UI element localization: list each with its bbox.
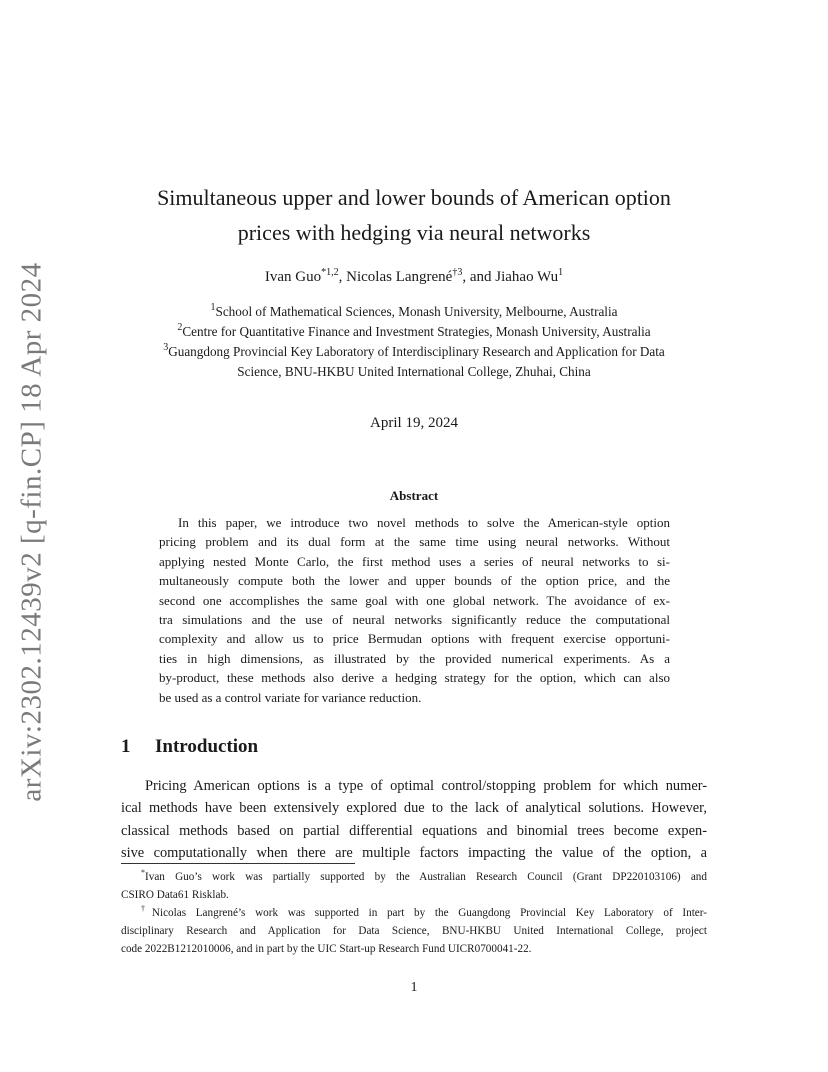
body-line: Pricing American options is a type of optimal control/stopping problem for which numer-: [145, 778, 707, 794]
affiliation-line: [90, 302, 738, 322]
section-number: 1: [121, 736, 131, 757]
affiliation-mark: 3: [163, 342, 169, 353]
footnote-mark: *: [141, 868, 145, 877]
body-line: sive computationally when there are multiple factors impacting the value of the option, a: [121, 844, 707, 861]
abstract-line: by-product, these methods also derive a hedging strategy for the option, which can also: [159, 670, 670, 686]
abstract-line: tra simulations and the use of neural networks significantly reduce the computational: [159, 612, 670, 628]
paper-date: April 19, 2024: [370, 415, 458, 431]
author-marks: 1: [558, 267, 564, 278]
abstract-line: complexity and allow us to price Bermudan options with frequent exercise opportuni-: [159, 631, 670, 647]
author-separator: ,: [338, 269, 347, 285]
abstract-line: pricing problem and its dual form at the same time using neural networks. Without: [159, 534, 670, 550]
footnote-text: Nicolas Langrené’s work was supported in part by the Guangdong Provincial Key Laboratory of Inter-: [151, 907, 707, 919]
body-line: ical methods have been extensively explored due to the lack of analytical solutions. However,: [121, 800, 707, 817]
footnote-mark: †: [141, 904, 152, 913]
footnotes: [121, 868, 707, 958]
affiliation-text: Science, BNU-HKBU United International College, Zhuhai, China: [237, 364, 591, 379]
section-title: Introduction: [155, 736, 259, 757]
paper-title-line-1: Simultaneous upper and lower bounds of American option: [157, 185, 671, 210]
author-name: Jiahao Wu: [495, 269, 559, 285]
abstract-heading: Abstract: [389, 488, 439, 503]
page-number: 1: [410, 980, 418, 995]
abstract-line: be used as a control variate for variance reduction.: [159, 689, 422, 705]
affiliation-mark: 1: [210, 302, 216, 313]
affiliation-text: Guangdong Provincial Key Laboratory of Interdisciplinary Research and Application for Data: [168, 344, 665, 359]
affiliation-line: [90, 342, 738, 362]
footnote-line: [121, 904, 707, 922]
author-marks: *1,2: [321, 267, 339, 278]
footnote-text: Ivan Guo’s work was partially supported by the Australian Research Council (Grant DP220103106) and: [145, 871, 707, 883]
affiliation-line: [90, 322, 738, 342]
arxiv-sidebar: [12, 262, 52, 802]
paper-title: [90, 180, 738, 250]
body-line: classical methods based on partial differential equations and binomial trees become expen-: [121, 822, 707, 839]
abstract-line: In this paper, we introduce two novel methods to solve the American-style option: [178, 515, 670, 530]
abstract-line: second one accomplishes the same goal with one global network. The avoidance of ex-: [159, 592, 670, 608]
footnote-line: code 2022B1212010006, and in part by the UIC Start-up Research Fund UICR0700041-22.: [121, 943, 532, 955]
author-list: [90, 266, 738, 288]
author-name: Ivan Guo: [264, 269, 322, 285]
affiliation-text: Centre for Quantitative Finance and Investment Strategies, Monash University, Australia: [182, 324, 651, 339]
paper-title-line-2: prices with hedging via neural networks: [237, 220, 591, 245]
section-heading: [121, 734, 258, 760]
affiliation-line: [90, 362, 738, 382]
affiliation-mark: 2: [177, 322, 183, 333]
footnote-divider: [121, 863, 355, 864]
author-marks: †3: [452, 267, 463, 278]
introduction-paragraph: [121, 775, 707, 864]
author-separator: ,: [462, 269, 470, 285]
abstract-body: [159, 513, 670, 707]
abstract-line: multaneously compute both the lower and upper bounds of the option price, and the: [159, 573, 670, 589]
affiliation-list: [90, 302, 738, 382]
author-name: Nicolas Langrené: [346, 269, 453, 285]
abstract-line: applying nested Monte Carlo, the first method uses a series of neural networks to si-: [159, 553, 670, 569]
abstract-line: ties in high dimensions, as illustrated by the provided numerical experiments. As a: [159, 650, 670, 666]
arxiv-identifier: arXiv:2302.12439v2 [q-fin.CP] 18 Apr 2024: [15, 262, 48, 802]
footnote-line: CSIRO Data61 Risklab.: [121, 889, 229, 901]
footnote-line: disciplinary Research and Application for Data Science, BNU-HKBU United International College, project: [121, 925, 707, 937]
author-conjunction: and: [469, 269, 492, 285]
footnote-line: [121, 868, 707, 886]
affiliation-text: School of Mathematical Sciences, Monash University, Melbourne, Australia: [215, 304, 618, 319]
